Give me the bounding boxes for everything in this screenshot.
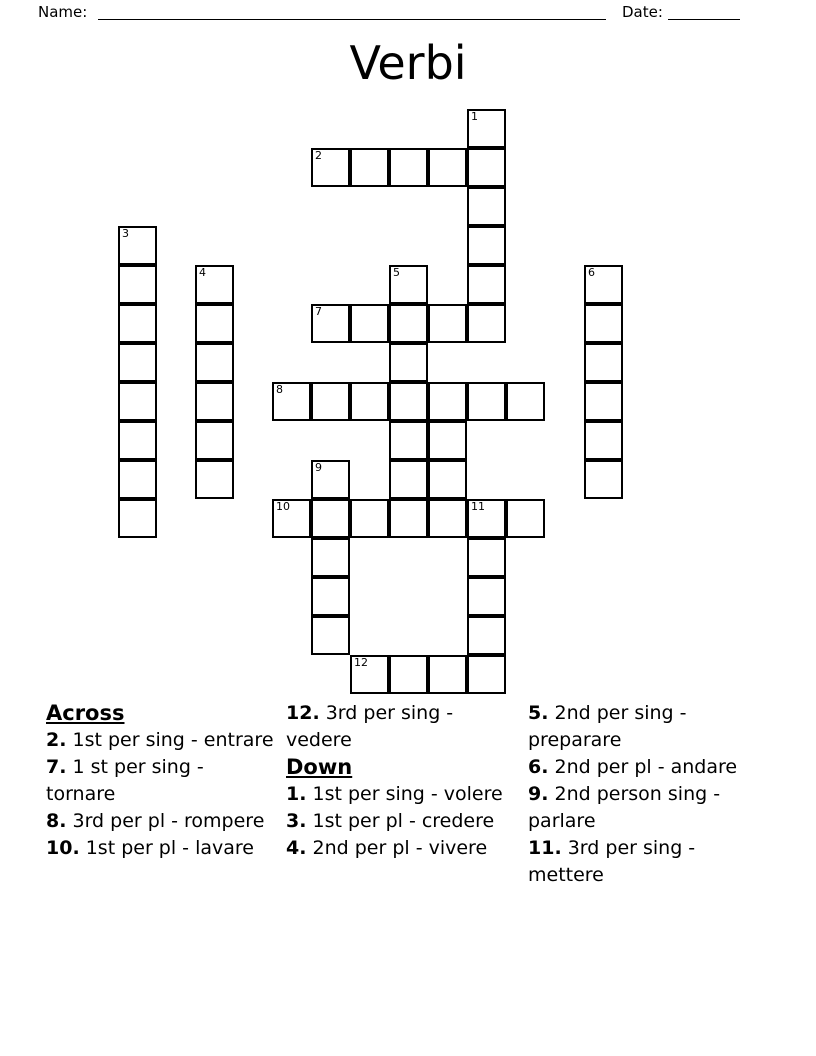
clue-text: 1st per pl - lavare (79, 837, 254, 859)
crossword-cell[interactable] (118, 499, 157, 538)
crossword-cell-start-10[interactable] (272, 499, 311, 538)
clue-number: 2. (46, 729, 67, 751)
crossword-cell[interactable] (389, 148, 428, 187)
clue-number: 4. (286, 837, 307, 859)
clue-item-1 (286, 781, 518, 808)
crossword-cell[interactable] (195, 343, 234, 382)
clue-text: 2nd person sing - parlare (528, 783, 721, 832)
clue-item-8 (46, 808, 278, 835)
clue-text: 1st per pl - credere (306, 810, 495, 832)
crossword-cell-start-1[interactable] (467, 109, 506, 148)
clue-column-2 (286, 700, 518, 862)
clue-text: 3rd per sing - mettere (528, 837, 696, 886)
cell-number-7: 7 (315, 305, 322, 318)
clue-item-7 (46, 754, 278, 808)
crossword-cell[interactable] (467, 148, 506, 187)
crossword-cell[interactable] (428, 382, 467, 421)
clue-column-3 (528, 700, 760, 889)
clue-text: 2nd per pl - vivere (306, 837, 488, 859)
crossword-cell[interactable] (584, 304, 623, 343)
crossword-cell-start-4[interactable] (195, 265, 234, 304)
crossword-cell[interactable] (195, 304, 234, 343)
crossword-cell[interactable] (389, 343, 428, 382)
clue-number: 1. (286, 783, 307, 805)
clue-item-2 (46, 727, 278, 754)
crossword-cell[interactable] (467, 616, 506, 655)
cell-number-2: 2 (315, 149, 322, 162)
clue-text: 1st per sing - volere (306, 783, 503, 805)
crossword-cell[interactable] (428, 148, 467, 187)
clue-number: 7. (46, 756, 67, 778)
clue-item-3 (286, 808, 518, 835)
clue-number: 10. (46, 837, 80, 859)
crossword-cell[interactable] (118, 265, 157, 304)
clue-text: 1st per sing - entrare (66, 729, 274, 751)
clue-item-10 (46, 835, 278, 862)
crossword-cell[interactable] (350, 148, 389, 187)
crossword-cell[interactable] (467, 655, 506, 694)
crossword-cell[interactable] (428, 655, 467, 694)
crossword-cell-start-8[interactable] (272, 382, 311, 421)
crossword-cell[interactable] (428, 304, 467, 343)
crossword-cell-start-12[interactable] (350, 655, 389, 694)
crossword-cell[interactable] (506, 382, 545, 421)
crossword-cell-start-2[interactable] (311, 148, 350, 187)
clue-item-4 (286, 835, 518, 862)
crossword-cell[interactable] (118, 421, 157, 460)
crossword-cell[interactable] (584, 382, 623, 421)
crossword-cell[interactable] (467, 538, 506, 577)
crossword-cell[interactable] (584, 421, 623, 460)
clue-item-11 (528, 835, 760, 889)
crossword-cell[interactable] (311, 538, 350, 577)
crossword-cell[interactable] (118, 343, 157, 382)
crossword-cell[interactable] (195, 382, 234, 421)
clue-number: 5. (528, 702, 549, 724)
crossword-cell[interactable] (389, 421, 428, 460)
crossword-cell[interactable] (584, 460, 623, 499)
crossword-cell[interactable] (389, 382, 428, 421)
crossword-cell[interactable] (350, 499, 389, 538)
clue-number: 12. (286, 702, 320, 724)
crossword-cell[interactable] (428, 460, 467, 499)
crossword-cell[interactable] (467, 304, 506, 343)
crossword-cell[interactable] (118, 460, 157, 499)
crossword-cell[interactable] (389, 460, 428, 499)
crossword-cell[interactable] (467, 265, 506, 304)
name-label: Name: (38, 3, 88, 21)
crossword-cell[interactable] (118, 304, 157, 343)
cell-number-4: 4 (199, 266, 206, 279)
cell-number-10: 10 (276, 500, 290, 513)
clue-text: 3rd per sing - vedere (286, 702, 454, 751)
clue-item-5 (528, 700, 760, 754)
date-label: Date: (622, 3, 663, 21)
clue-text: 1 st per sing - tornare (46, 756, 204, 805)
cell-number-11: 11 (471, 500, 485, 513)
crossword-cell[interactable] (428, 499, 467, 538)
clues-section (0, 700, 816, 990)
crossword-cell[interactable] (584, 343, 623, 382)
cell-number-1: 1 (471, 110, 478, 123)
clue-text: 2nd per sing - preparare (528, 702, 687, 751)
crossword-cell[interactable] (311, 577, 350, 616)
crossword-cell[interactable] (311, 499, 350, 538)
clue-number: 6. (528, 756, 549, 778)
crossword-cell-start-6[interactable] (584, 265, 623, 304)
crossword-cell[interactable] (389, 304, 428, 343)
cell-number-8: 8 (276, 383, 283, 396)
clue-item-6 (528, 754, 760, 781)
crossword-cell[interactable] (350, 382, 389, 421)
crossword-cell[interactable] (311, 616, 350, 655)
cell-number-9: 9 (315, 461, 322, 474)
clue-heading-across: Across (46, 701, 125, 725)
crossword-cell-start-3[interactable] (118, 226, 157, 265)
cell-number-6: 6 (588, 266, 595, 279)
clue-heading-down: Down (286, 755, 353, 779)
crossword-cell[interactable] (467, 382, 506, 421)
clue-number: 8. (46, 810, 67, 832)
crossword-cell[interactable] (311, 382, 350, 421)
clue-number: 3. (286, 810, 307, 832)
crossword-cell[interactable] (389, 499, 428, 538)
clue-number: 9. (528, 783, 549, 805)
clue-item-9 (528, 781, 760, 835)
clue-text: 2nd per pl - andare (548, 756, 738, 778)
crossword-cell-start-11[interactable] (467, 499, 506, 538)
crossword-cell[interactable] (467, 187, 506, 226)
crossword-cell[interactable] (195, 421, 234, 460)
crossword-cell[interactable] (467, 577, 506, 616)
clue-column-1 (46, 700, 278, 862)
cell-number-12: 12 (354, 656, 368, 669)
crossword-cell-start-9[interactable] (311, 460, 350, 499)
clue-text: 3rd per pl - rompere (66, 810, 265, 832)
clue-item-12 (286, 700, 518, 754)
crossword-cell[interactable] (467, 226, 506, 265)
crossword-cell[interactable] (118, 382, 157, 421)
clue-number: 11. (528, 837, 562, 859)
cell-number-3: 3 (122, 227, 129, 240)
crossword-cell-start-7[interactable] (311, 304, 350, 343)
crossword-cell[interactable] (195, 460, 234, 499)
crossword-cell[interactable] (428, 421, 467, 460)
cell-number-5: 5 (393, 266, 400, 279)
crossword-cell[interactable] (506, 499, 545, 538)
page-title: Verbi (349, 36, 467, 90)
crossword-cell-start-5[interactable] (389, 265, 428, 304)
crossword-cell[interactable] (350, 304, 389, 343)
crossword-cell[interactable] (389, 655, 428, 694)
